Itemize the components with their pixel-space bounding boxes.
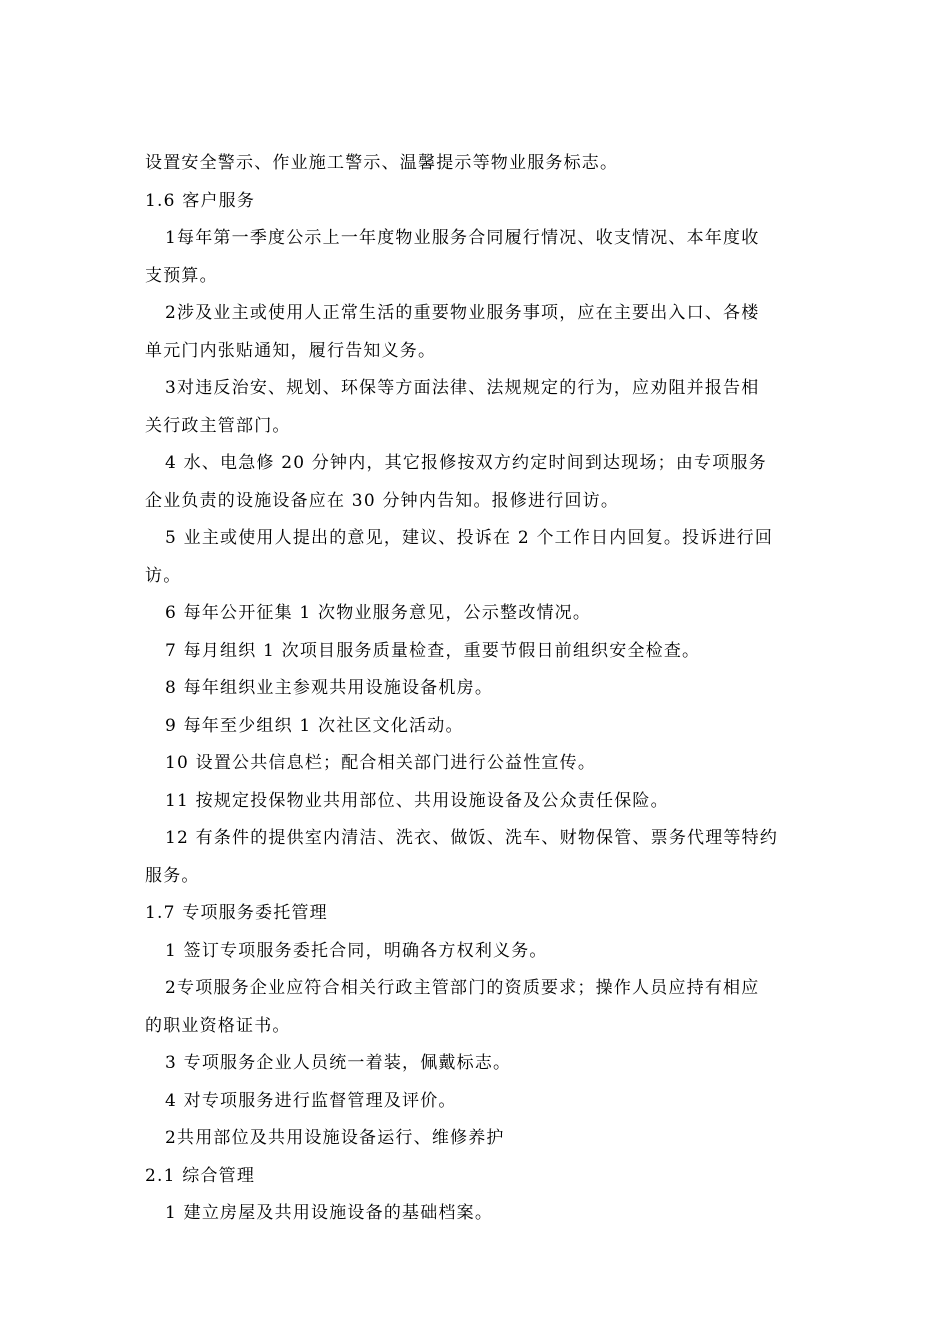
text-line: 单元门内张贴通知，履行告知义务。 bbox=[145, 340, 437, 361]
section-heading: 2.1 综合管理 bbox=[145, 1165, 256, 1186]
text-line: 7 每月组织 1 次项目服务质量检查，重要节假日前组织安全检查。 bbox=[165, 640, 701, 661]
text-line: 1每年第一季度公示上一年度物业服务合同履行情况、收支情况、本年度收 bbox=[165, 228, 760, 248]
text-line: 4 对专项服务进行监督管理及评价。 bbox=[165, 1090, 457, 1111]
section-heading: 1.7 专项服务委托管理 bbox=[145, 903, 328, 923]
text-line: 4 水、电急修 20 分钟内，其它报修按双方约定时间到达现场；由专项服务 bbox=[165, 453, 767, 473]
text-line: 5 业主或使用人提出的意见，建议、投诉在 2 个工作日内回复。投诉进行回 bbox=[165, 528, 774, 548]
text-line: 3对违反治安、规划、环保等方面法律、法规规定的行为，应劝阻并报告相 bbox=[165, 378, 760, 398]
section-heading: 1.6 客户服务 bbox=[145, 190, 256, 211]
text-line: 8 每年组织业主参观共用设施设备机房。 bbox=[165, 678, 494, 698]
text-line: 3 专项服务企业人员统一着装，佩戴标志。 bbox=[165, 1053, 512, 1073]
text-line: 设置安全警示、作业施工警示、温馨提示等物业服务标志。 bbox=[145, 153, 619, 173]
text-line: 支预算。 bbox=[145, 265, 218, 286]
text-line: 企业负责的设施设备应在 30 分钟内告知。报修进行回访。 bbox=[145, 490, 620, 511]
text-line: 服务。 bbox=[145, 865, 200, 886]
text-line: 1 建立房屋及共用设施设备的基础档案。 bbox=[165, 1203, 494, 1223]
text-line: 6 每年公开征集 1 次物业服务意见，公示整改情况。 bbox=[165, 603, 592, 623]
text-line: 2涉及业主或使用人正常生活的重要物业服务事项，应在主要出入口、各楼 bbox=[165, 303, 760, 323]
text-line: 访。 bbox=[145, 565, 182, 586]
text-line: 的职业资格证书。 bbox=[145, 1015, 291, 1036]
text-line: 12 有条件的提供室内清洁、洗衣、做饭、洗车、财物保管、票务代理等特约 bbox=[165, 828, 779, 848]
text-line: 1 签订专项服务委托合同，明确各方权利义务。 bbox=[165, 940, 548, 961]
text-line: 11 按规定投保物业共用部位、共用设施设备及公众责任保险。 bbox=[165, 790, 669, 811]
text-line: 关行政主管部门。 bbox=[145, 415, 291, 436]
text-line: 10 设置公共信息栏；配合相关部门进行公益性宣传。 bbox=[165, 753, 597, 773]
document-body bbox=[145, 145, 810, 1233]
text-line: 9 每年至少组织 1 次社区文化活动。 bbox=[165, 715, 464, 736]
section-heading: 2共用部位及共用设施设备运行、维修养护 bbox=[165, 1128, 505, 1148]
text-line: 2专项服务企业应符合相关行政主管部门的资质要求；操作人员应持有相应 bbox=[165, 978, 760, 998]
